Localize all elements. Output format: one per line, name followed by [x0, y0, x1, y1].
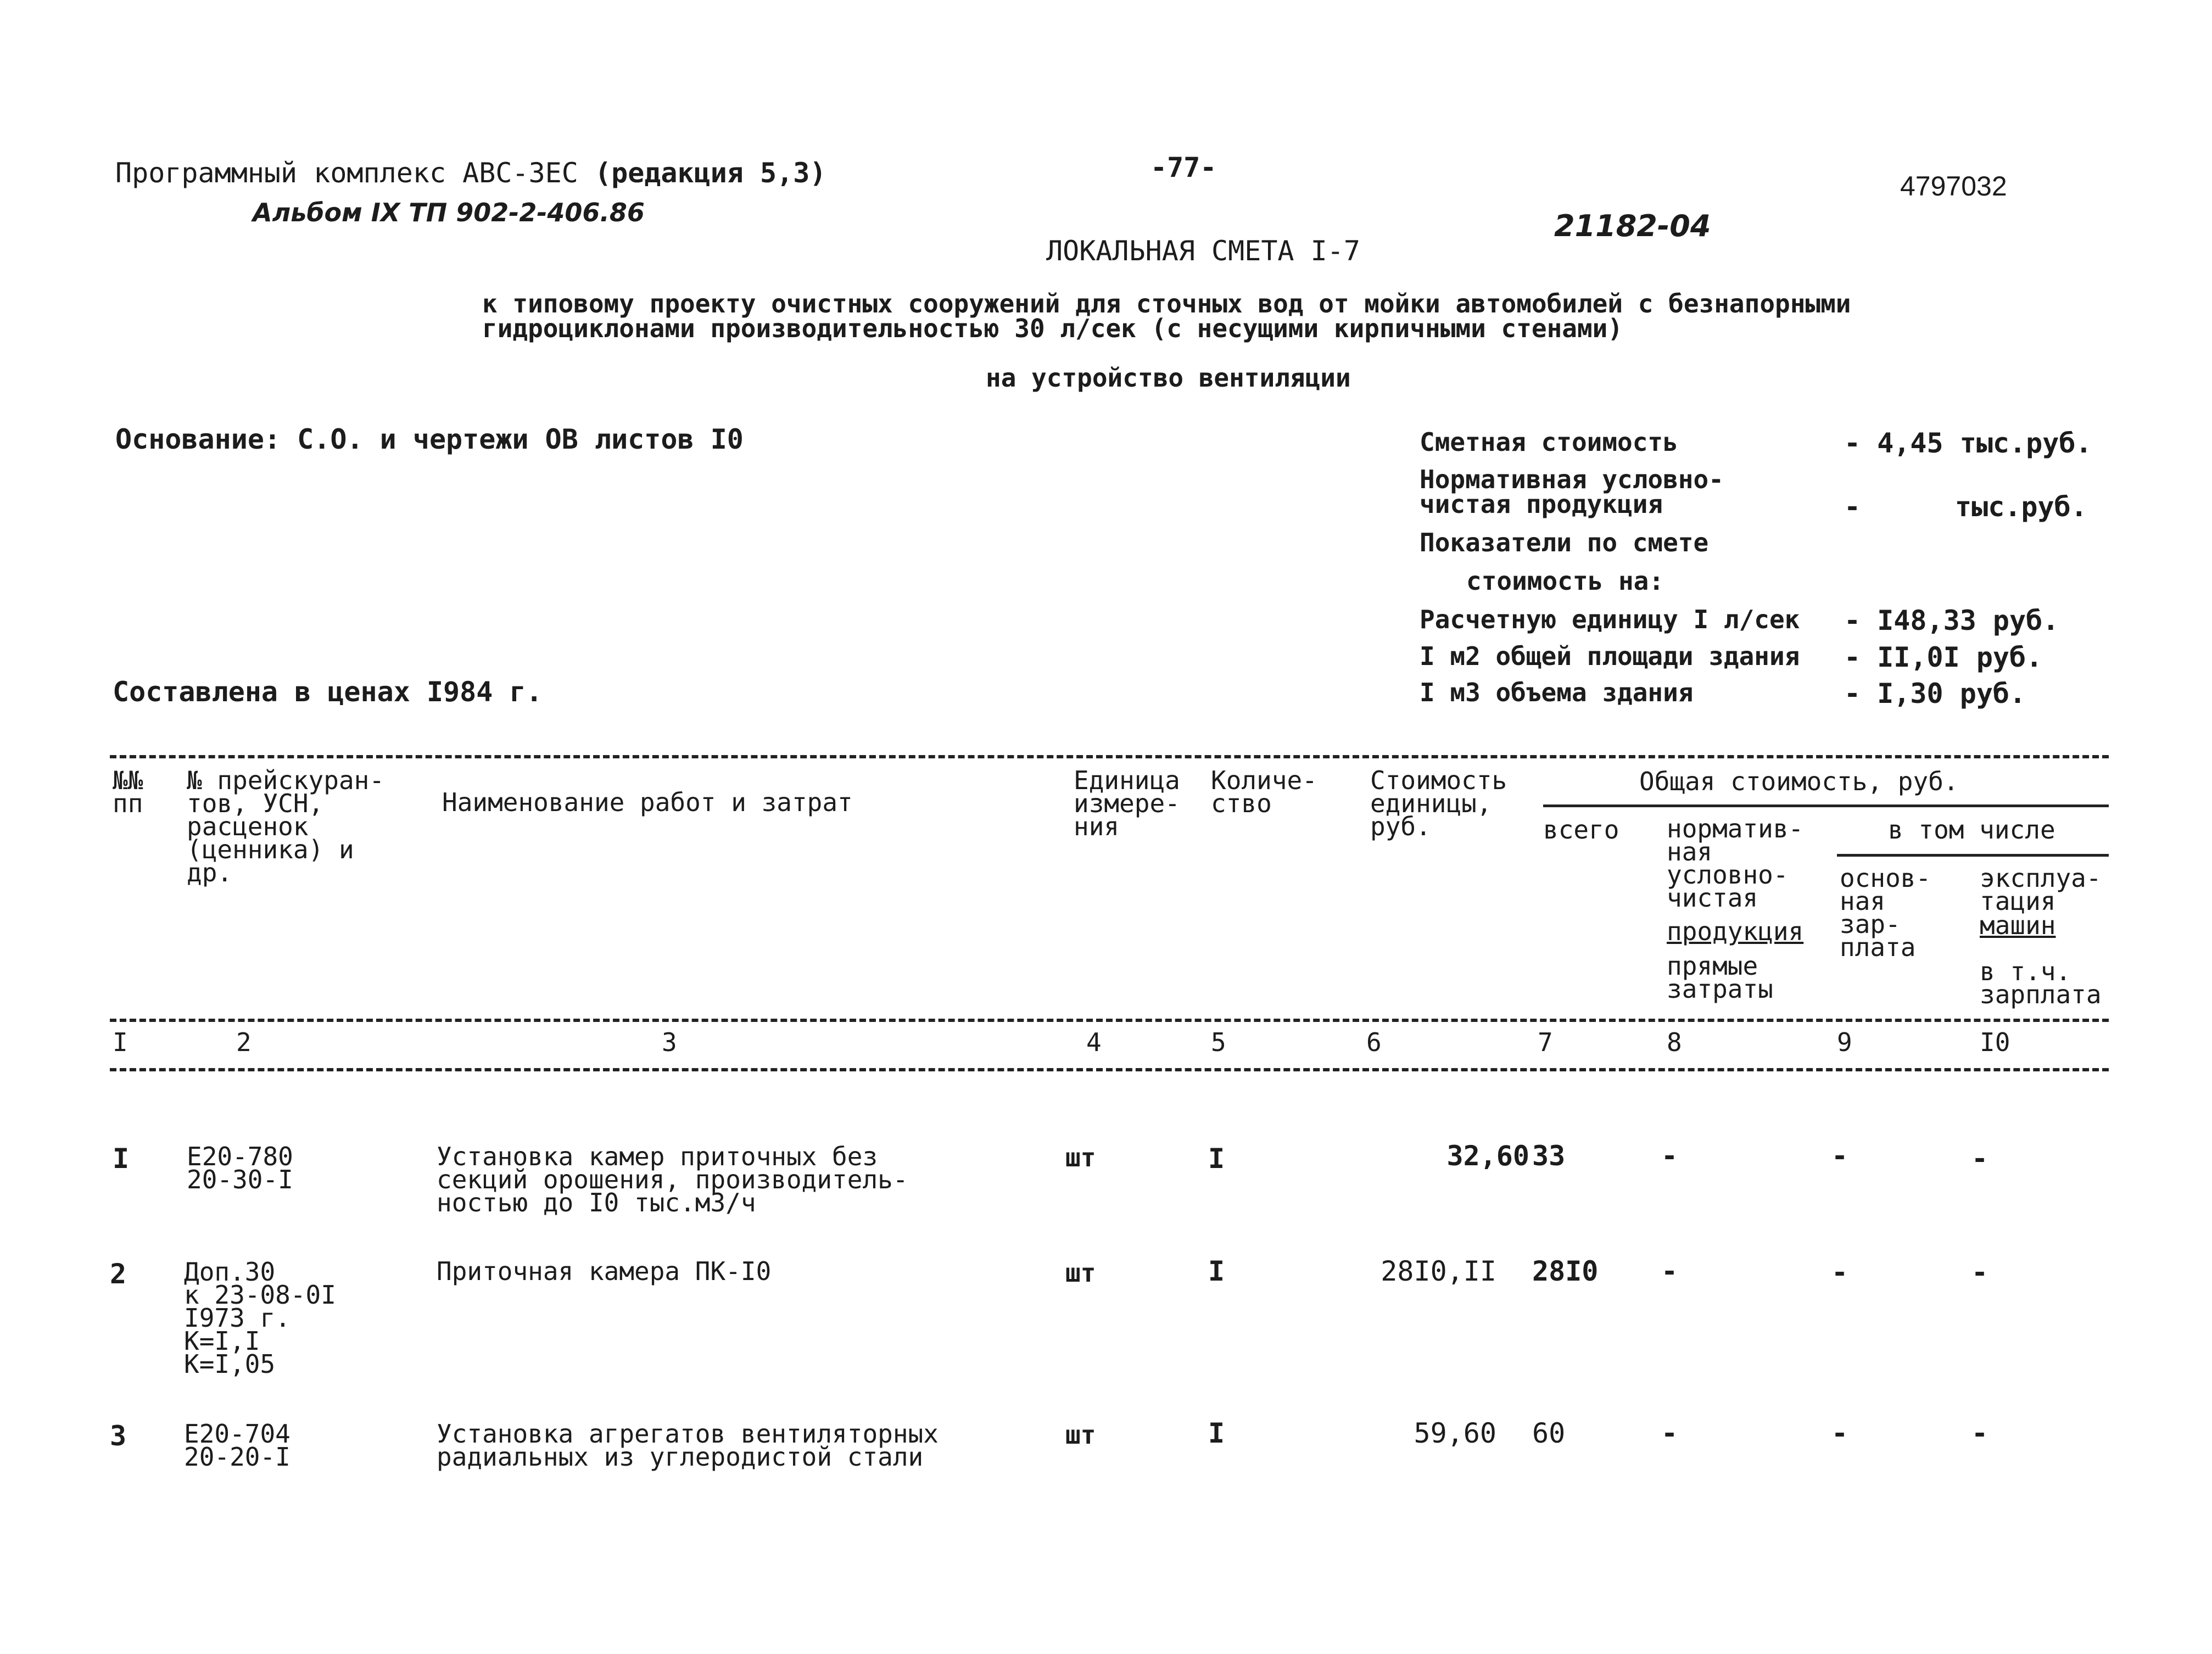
- col-number: 5: [1211, 1027, 1226, 1057]
- col-number: 4: [1086, 1027, 1102, 1057]
- row-name-line: секций орошения, производитель-: [437, 1165, 908, 1194]
- norm-label-2: чистая продукция: [1420, 489, 1663, 519]
- area-indicator-value: - II,0I руб.: [1844, 641, 2043, 673]
- row-total: 60: [1532, 1417, 1566, 1449]
- col-header-machines: эксплуа- тация: [1980, 863, 2102, 916]
- col-number: I: [113, 1027, 128, 1057]
- row-wage: -: [1831, 1256, 1848, 1288]
- col-header-total-cost: Общая стоимость, руб.: [1639, 767, 1959, 796]
- col-header-direct: прямые затраты: [1667, 951, 1773, 1004]
- row-code: [184, 1419, 291, 1472]
- col-header-norm-under: продукция: [1667, 917, 1804, 946]
- row-unit: шт: [1065, 1258, 1096, 1288]
- indicators-label-2: стоимость на:: [1466, 566, 1664, 596]
- norm-dash: -: [1844, 491, 1861, 523]
- page-number: -77-: [1150, 152, 1217, 183]
- col-number: 7: [1538, 1027, 1553, 1057]
- row-code-line: К=I,I: [184, 1326, 260, 1356]
- norm-label-1: Нормативная условно-: [1420, 465, 1724, 494]
- sheet-code-annotation: 21182-04: [1554, 209, 1711, 243]
- col-header-wage: основ- ная зар- плата: [1840, 863, 1931, 962]
- header-bottom-rule: [110, 1019, 2109, 1022]
- row-name-line: Установка агрегатов вентиляторных: [437, 1419, 939, 1449]
- row-code: [184, 1257, 336, 1379]
- col-header-norm: норматив- ная условно- чистая: [1667, 814, 1804, 913]
- col-number: 8: [1667, 1027, 1682, 1057]
- row-code-line: Е20-704: [184, 1419, 291, 1449]
- row-code-line: Е20-780: [187, 1142, 293, 1171]
- subtitle-line-2: гидроциклонами производительностью 30 л/сек (с несущими кирпичными стенами): [482, 314, 1623, 343]
- indicators-label-1: Показатели по смете: [1420, 528, 1709, 557]
- row-norm: -: [1661, 1255, 1678, 1287]
- col-number: 9: [1837, 1027, 1852, 1057]
- col-header-name: Наименование работ и затрат: [442, 787, 853, 817]
- volume-indicator-value: - I,30 руб.: [1844, 678, 2026, 709]
- estimate-purpose: на устройство вентиляции: [986, 363, 1351, 393]
- col-header-machines-under: машин: [1980, 910, 2056, 940]
- row-name-line: ностью до I0 тыс.м3/ч: [437, 1188, 756, 1217]
- row-machines: -: [1971, 1417, 1988, 1449]
- cost-value: - 4,45 тыс.руб.: [1844, 427, 2092, 459]
- col-header-pricelist: № прейскуран- тов, УСН, расценок (ценника) и др.: [187, 765, 385, 887]
- including-rule: [1837, 854, 2109, 857]
- row-unit: шт: [1065, 1143, 1096, 1172]
- volume-indicator-label: I м3 объема здания: [1420, 678, 1694, 707]
- row-work-name: [437, 1142, 908, 1217]
- col-number: 2: [236, 1027, 252, 1057]
- row-number: 2: [110, 1258, 127, 1290]
- col-header-machines-wage: в т.ч. зарплата: [1980, 957, 2102, 1009]
- row-wage: -: [1831, 1140, 1848, 1172]
- row-number: 3: [110, 1420, 127, 1452]
- program-label: Программный комплекс АВС-ЗЕС: [115, 157, 578, 189]
- document-title: ЛОКАЛЬНАЯ СМЕТА I-7: [1046, 235, 1360, 267]
- row-code-line: I973 г.: [184, 1303, 291, 1333]
- unit-indicator-label: Расчетную единицу I л/сек: [1420, 605, 1800, 634]
- row-code: [187, 1142, 293, 1194]
- row-total: 28I0: [1532, 1255, 1599, 1287]
- edition-label: (редакция 5,3): [594, 157, 826, 189]
- row-number: I: [113, 1143, 130, 1175]
- price-basis: Составлена в ценах I984 г.: [113, 676, 543, 708]
- total-cost-rule: [1543, 804, 2109, 807]
- cost-label: Сметная стоимость: [1420, 427, 1678, 457]
- subtitle-line-1: к типовому проекту очистных сооружений для сточных вод от мойки автомобилей с безнапорными: [482, 289, 1851, 318]
- col-number: I0: [1980, 1027, 2010, 1057]
- row-wage: -: [1831, 1417, 1848, 1449]
- area-indicator-label: I м2 общей площади здания: [1420, 641, 1800, 671]
- row-norm: -: [1661, 1140, 1678, 1172]
- col-header-including: в том числе: [1888, 815, 2055, 845]
- unit-indicator-value: - I48,33 руб.: [1844, 605, 2059, 636]
- row-norm: -: [1661, 1417, 1678, 1449]
- row-code-line: Доп.30: [184, 1257, 276, 1287]
- col-number: 3: [662, 1027, 677, 1057]
- row-code-line: К=I,05: [184, 1349, 276, 1379]
- basis-text: Основание: С.О. и чертежи ОВ листов I0: [115, 423, 744, 455]
- row-qty: I: [1208, 1255, 1225, 1287]
- row-unit-cost: 32,60: [1446, 1140, 1529, 1172]
- row-total: 33: [1532, 1140, 1566, 1172]
- document-number: 4797032: [1900, 171, 2007, 202]
- row-machines: -: [1971, 1143, 1988, 1175]
- album-annotation: Альбом IX ТП 902-2-406.86: [253, 198, 645, 227]
- row-unit: шт: [1065, 1420, 1096, 1450]
- row-name-line: Установка камер приточных без: [437, 1142, 878, 1171]
- row-code-line: 20-30-I: [187, 1165, 293, 1194]
- row-qty: I: [1208, 1143, 1225, 1175]
- col-number: 6: [1366, 1027, 1382, 1057]
- col-header-total: всего: [1543, 815, 1619, 845]
- row-qty: I: [1208, 1417, 1225, 1449]
- row-machines: -: [1971, 1256, 1988, 1288]
- col-header-qty: Количе- ство: [1211, 765, 1317, 818]
- col-header-unit-cost: Стоимость единицы, руб.: [1370, 765, 1507, 841]
- program-name: [115, 159, 826, 187]
- row-unit-cost: 28I0,II: [1381, 1255, 1496, 1287]
- row-unit-cost: 59,60: [1414, 1417, 1496, 1449]
- row-code-line: к 23-08-0I: [184, 1280, 336, 1310]
- row-code-line: 20-20-I: [184, 1442, 291, 1472]
- row-name-line: радиальных из углеродистой стали: [437, 1442, 924, 1472]
- norm-unit: тыс.руб.: [1955, 491, 2087, 523]
- table-top-rule: [110, 755, 2109, 758]
- row-work-name: [437, 1419, 939, 1472]
- col-header-unit: Единица измере- ния: [1074, 765, 1180, 841]
- row-work-name: Приточная камера ПК-I0: [437, 1256, 772, 1286]
- column-numbers-rule: [110, 1068, 2109, 1071]
- col-header-num: №№ пп: [113, 765, 143, 818]
